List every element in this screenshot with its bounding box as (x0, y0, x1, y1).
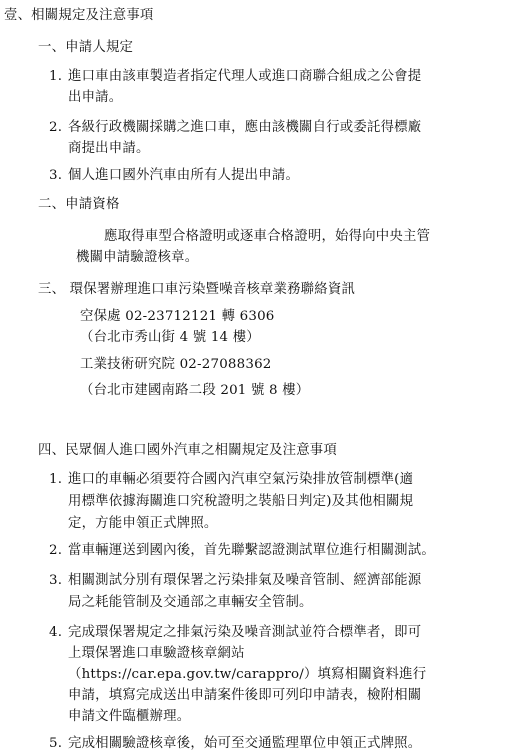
item-number: 1. (49, 69, 63, 84)
item-text-line: 完成相關驗證核章後，始可至交通監理單位申領正式牌照。 (68, 736, 422, 751)
heading-applicant-rules: 一、申請人規定 (38, 40, 134, 55)
contact-address: （台北市秀山街 4 號 14 樓） (80, 330, 260, 345)
item-text-line: 申請，填寫完成送出申請案件後即可列印申請表，檢附相關 (68, 688, 422, 703)
item-text-line: 申請文件臨櫃辦理。 (68, 709, 191, 724)
item-number: 2. (49, 120, 63, 135)
contact-line: 空保處 02-23712121 轉 6306 (80, 309, 275, 324)
item-text-line: 相關測試分別有環保署之污染排氣及噪音管制、經濟部能源 (68, 573, 422, 588)
item-number: 1. (49, 472, 63, 487)
item-text-line: 當車輛運送到國內後，首先聯繫認證測試單位進行相關測試。 (68, 543, 435, 558)
item-text-line: 出申請。 (68, 90, 123, 105)
heading-personal-import: 四、民眾個人進口國外汽車之相關規定及注意事項 (38, 443, 337, 458)
contact-line: 工業技術研究院 02-27088362 (80, 357, 272, 372)
item-text-line: 商提出申請。 (68, 141, 150, 156)
contact-address: （台北市建國南路二段 201 號 8 樓） (80, 383, 310, 398)
item-text-line: 個人進口國外汽車由所有人提出申請。 (68, 168, 300, 183)
item-text-line: 局之耗能管制及交通部之車輛安全管制。 (68, 595, 313, 610)
item-number: 2. (49, 543, 63, 558)
section-title: 壹、相關規定及注意事項 (4, 8, 154, 23)
item-text-line: 進口的車輛必須要符合國內汽車空氣污染排放管制標準(適 (68, 472, 414, 487)
item-text-line: 進口車由該車製造者指定代理人或進口商聯合組成之公會提 (68, 69, 422, 84)
item-number: 4. (49, 625, 63, 640)
item-text-line: 用標準依據海關進口究稅證明之裝船日判定)及其他相關規 (68, 494, 414, 509)
item-number: 3. (49, 168, 63, 183)
item-text-line: 定，方能申領正式牌照。 (68, 516, 218, 531)
paragraph-line: 應取得車型合格證明或逐車合格證明，始得向中央主管 (104, 229, 431, 244)
heading-contacts: 三、 環保署辦理進口車污染暨噪音核章業務聯絡資訊 (38, 282, 356, 297)
heading-qualification: 二、申請資格 (38, 197, 120, 212)
item-text-line: 各級行政機關採購之進口車，應由該機關自行或委託得標廠 (68, 120, 422, 135)
item-number: 5. (49, 736, 63, 751)
paragraph-line: 機關申請驗證核章。 (76, 250, 199, 265)
item-number: 3. (49, 573, 63, 588)
website-url-line: （https://car.epa.gov.tw/carappro/）填寫相關資料進行 (68, 667, 427, 682)
item-text-line: 上環保署進口車驗證核章網站 (68, 646, 245, 661)
item-text-line: 完成環保署規定之排氣污染及噪音測試並符合標準者，即可 (68, 625, 422, 640)
